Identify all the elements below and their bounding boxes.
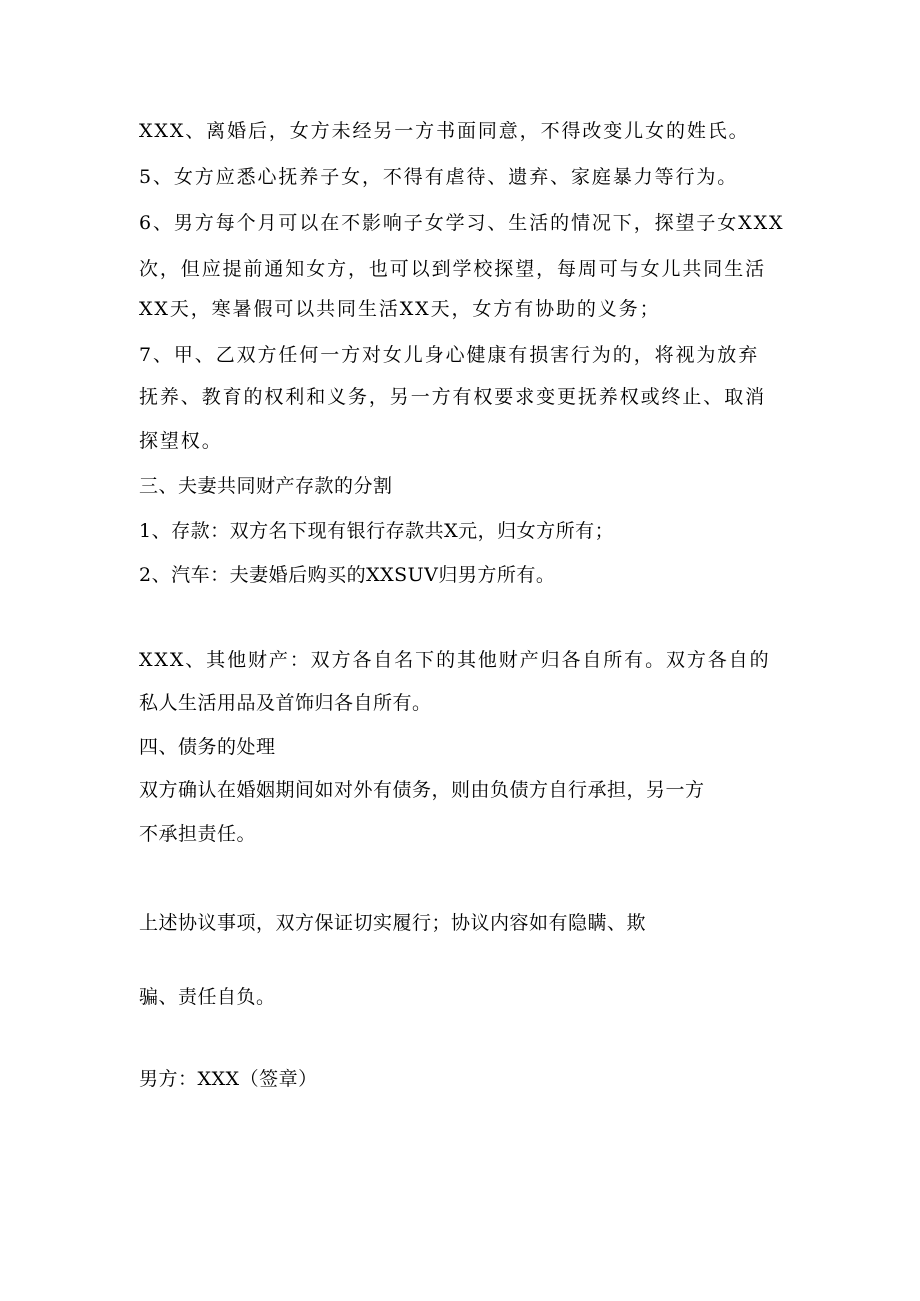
section-heading-debt: 四、债务的处理 bbox=[139, 736, 276, 758]
text-line: 双方确认在婚姻期间如对外有债务，则由负债方自行承担，另一方 bbox=[139, 779, 705, 801]
text-line: 1、存款：双方名下现有银行存款共X元，归女方所有； bbox=[139, 520, 615, 542]
text-line: 6、男方每个月可以在不影响子女学习、生活的情况下，探望子女XXX bbox=[139, 212, 785, 234]
section-heading-property: 三、夫妻共同财产存款的分割 bbox=[139, 475, 393, 497]
text-line: XXX、离婚后，女方未经另一方书面同意，不得改变儿女的姓氏。 bbox=[139, 120, 750, 142]
text-line: 5、女方应悉心抚养子女，不得有虐待、遗弃、家庭暴力等行为。 bbox=[139, 166, 739, 188]
text-line: 不承担责任。 bbox=[139, 823, 257, 845]
text-line: 骗、责任自负。 bbox=[139, 986, 276, 1008]
signature-line: 男方：XXX（签章） bbox=[139, 1068, 318, 1090]
text-line: 抚养、教育的权利和义务，另一方有权要求变更抚养权或终止、取消 bbox=[139, 386, 767, 408]
text-line: 私人生活用品及首饰归各自所有。 bbox=[139, 692, 432, 714]
text-line: 7、甲、乙双方任何一方对女儿身心健康有损害行为的，将视为放弃 bbox=[139, 344, 760, 366]
text-line: 上述协议事项，双方保证切实履行；协议内容如有隐瞒、欺 bbox=[139, 912, 647, 934]
text-line: 探望权。 bbox=[139, 430, 223, 452]
text-line: XX天，寒暑假可以共同生活XX天，女方有协助的义务； bbox=[139, 298, 661, 320]
text-line: 次，但应提前通知女方，也可以到学校探望，每周可与女儿共同生活 bbox=[139, 258, 767, 280]
text-line: 2、汽车：夫妻婚后购买的XXSUV归男方所有。 bbox=[139, 564, 556, 586]
text-line: XXX、其他财产：双方各自名下的其他财产归各自所有。双方各自的 bbox=[139, 649, 771, 671]
